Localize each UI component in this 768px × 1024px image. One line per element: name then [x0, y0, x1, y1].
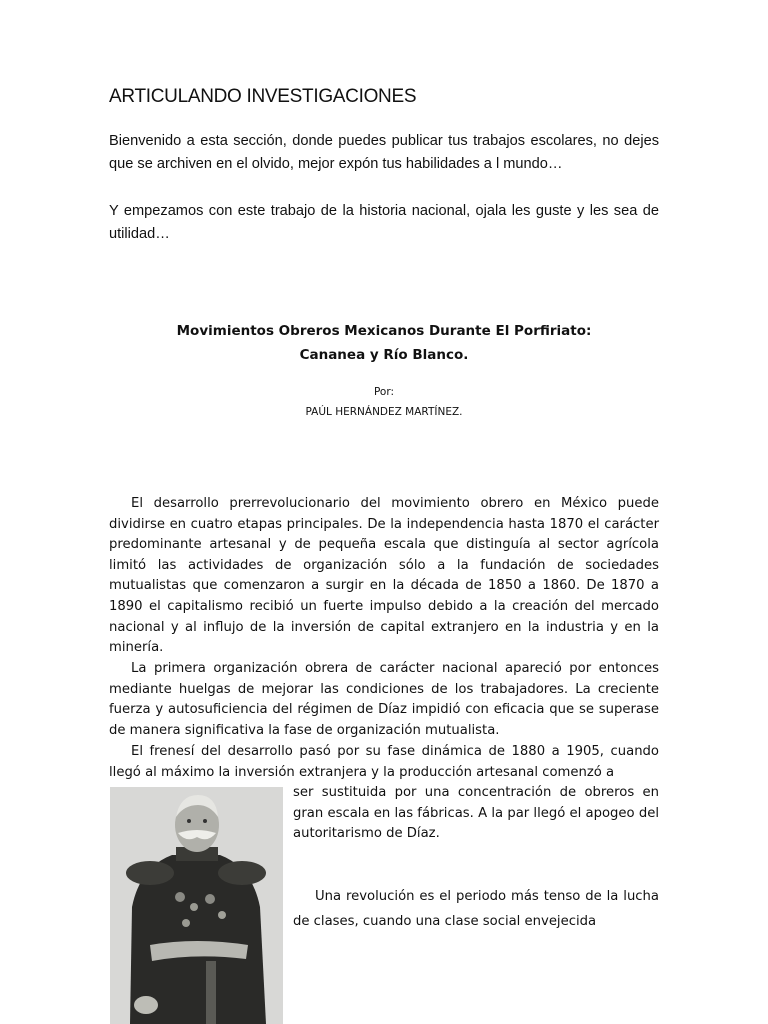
byline [109, 382, 659, 422]
intro-paragraph-welcome: Bienvenido a esta sección, donde puedes publicar tus trabajos escolares, no dejes que se archiven en el olvido, mejor expón tus habilidades a l mundo… [109, 133, 659, 172]
portrait-photo [110, 787, 283, 1024]
by-label: Por: [373, 386, 395, 398]
intro-paragraph-start: Y empezamos con este trabajo de la historia nacional, ojala les guste y les sea de utilidad… [109, 203, 659, 242]
article-title-line-1: Movimientos Obreros Mexicanos Durante El Porfiriato: [176, 323, 592, 339]
portrait-illustration [110, 787, 283, 1024]
section-title: ARTICULANDO INVESTIGACIONES [109, 86, 417, 107]
body-paragraph-3: El frenesí del desarrollo pasó por su fase dinámica de 1880 a 1905, cuando llegó al máximo la inversión extranjera y la producción artesanal comenzó a [109, 744, 659, 780]
article-title [109, 319, 659, 367]
author-name: PAÚL HERNÁNDEZ MARTÍNEZ. [305, 406, 463, 418]
body-paragraph-4: Una revolución es el periodo más tenso de la lucha de clases, cuando una clase social envejecida [293, 889, 659, 929]
body-paragraph-2: La primera organización obrera de carácter nacional apareció por entonces mediante huelgas de mejorar las condiciones de los trabajadores. La creciente fuerza y autosuficiencia del régimen de Díaz impidió con eficacia que se superase de manera significativa la fase de organización mutualista. [109, 661, 659, 738]
body-paragraph-3-continued: ser sustituida por una concentración de obreros en gran escala en las fábricas. A la par llegó el apogeo del autoritarismo de Díaz. [293, 785, 659, 842]
article-title-line-2: Cananea y Río Blanco. [299, 347, 469, 363]
body-paragraph-1: El desarrollo prerrevolucionario del movimiento obrero en México puede dividirse en cuatro etapas principales. De la independencia hasta 1870 el carácter predominante artesanal y de pequeña escala que distinguía al sector agrícola limitó las actividades de organización sólo a la fundación de sociedades mutualistas que comenzaron a surgir en la década de 1850 a 1860. De 1870 a 1890 el capitalismo recibió un fuerte impulso debido a la creación del mercado nacional y al influjo de la inversión de capital extranjero en la industria y en la minería. [109, 496, 659, 656]
